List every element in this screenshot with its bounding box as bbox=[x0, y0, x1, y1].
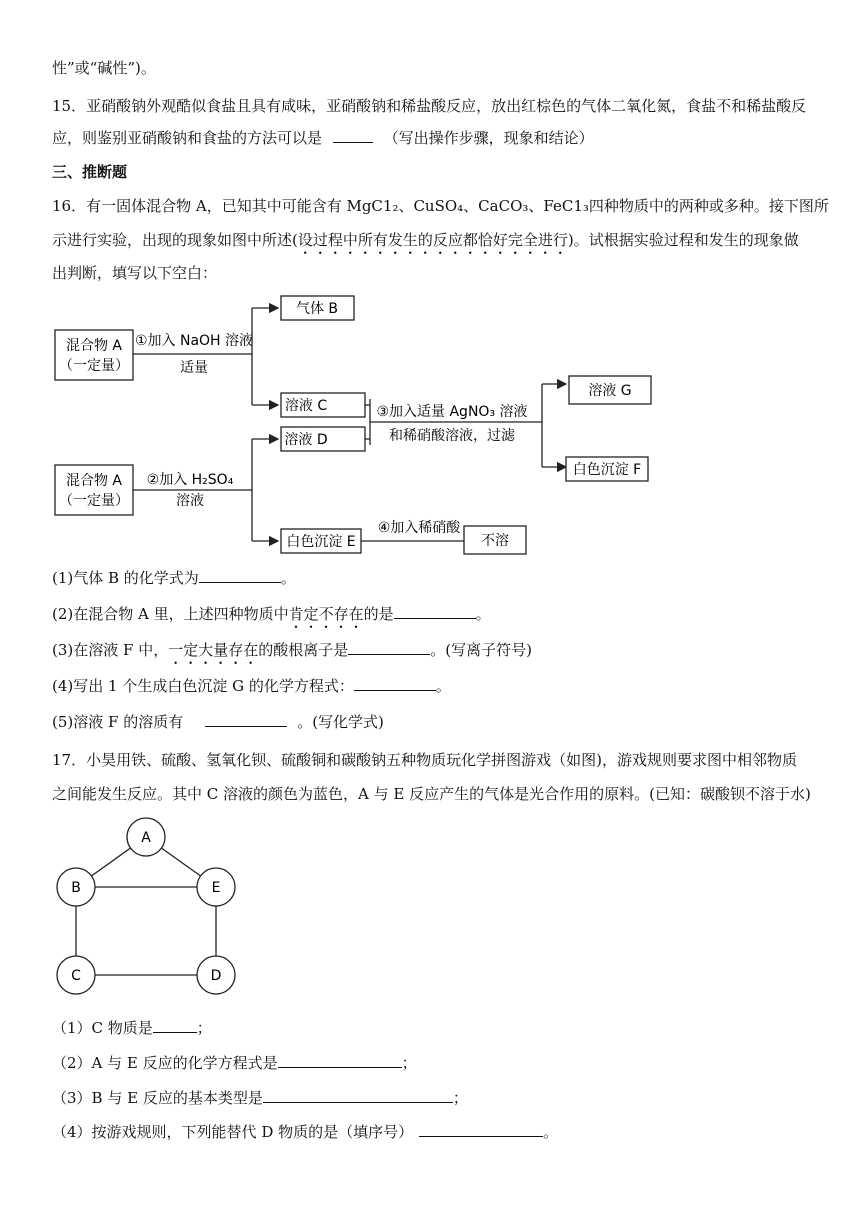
q17-4-text: （4）按游戏规则，下列能替代 D 物质的是（填序号） bbox=[52, 1123, 414, 1141]
q16-4-end: 。 bbox=[435, 677, 451, 695]
q16-2-dotted: 肯定不存在 bbox=[288, 605, 364, 623]
answer-blank-17-3[interactable] bbox=[263, 1088, 453, 1103]
question-16-line-1: 16．有一固体混合物 A，已知其中可能含有 MgC1₂、CuSO₄、CaCO₃、FeC1₃四种物质中的两种或多种。接下图所 bbox=[52, 197, 829, 215]
node-d-label: D bbox=[210, 968, 222, 984]
q16-5-text: (5)溶液 F 的溶质有 bbox=[52, 713, 184, 731]
q16-text: 示进行实验，出现的现象如图中所述( bbox=[52, 231, 298, 249]
question-17-line-1: 17．小昊用铁、硫酸、氢氧化钡、硫酸铜和碳酸钠五种物质玩化学拼图游戏（如图)，游戏规则要求图中相邻物质 bbox=[52, 751, 797, 769]
question-15-line-2 bbox=[52, 128, 594, 148]
white-precipitate-f-label: 白色沉淀 F bbox=[572, 462, 642, 478]
solution-d-label: 溶液 D bbox=[284, 432, 328, 448]
q16-2-mid: 的是 bbox=[363, 605, 394, 623]
q16-5-end: 。(写化学式) bbox=[297, 713, 384, 731]
experiment-flowchart bbox=[40, 288, 680, 560]
q17-3-text: （3）B 与 E 反应的基本类型是 bbox=[52, 1089, 263, 1107]
q16-subquestion-1 bbox=[52, 568, 296, 588]
q17-subquestion-2 bbox=[52, 1053, 417, 1073]
mixture-a-amount-1: （一定量） bbox=[59, 358, 129, 374]
q16-text-end: )。试根据实验过程和发生的现象做 bbox=[567, 231, 799, 249]
solution-g-label: 溶液 G bbox=[588, 383, 632, 399]
q17-subquestion-3 bbox=[52, 1088, 468, 1108]
q16-subquestion-5 bbox=[52, 712, 384, 732]
answer-blank-17-2[interactable] bbox=[278, 1053, 402, 1068]
node-e-label: E bbox=[211, 880, 221, 896]
q16-dotted-text: 设过程中所有发生的反应都恰好完全进行 bbox=[297, 231, 568, 249]
q16-3-dotted: 一定大量存在 bbox=[168, 641, 259, 659]
q16-1-end: 。 bbox=[280, 569, 296, 587]
answer-blank-16-2[interactable] bbox=[394, 604, 476, 619]
step-3-label: ③加入适量 AgNO₃ 溶液 bbox=[376, 404, 528, 420]
q17-4-end: 。 bbox=[543, 1123, 559, 1141]
question-16-line-3: 出判断，填写以下空白： bbox=[52, 264, 218, 282]
step-2-reagent: 溶液 bbox=[176, 493, 204, 509]
node-b-label: B bbox=[71, 880, 81, 896]
question-16-line-2 bbox=[52, 230, 799, 258]
q16-4-text: (4)写出 1 个生成白色沉淀 G 的化学方程式： bbox=[52, 677, 354, 695]
q16-3-mid: 的酸根离子是 bbox=[258, 641, 349, 659]
question-15-line-1: 15．亚硝酸钠外观酷似食盐且具有咸味，亚硝酸钠和稀盐酸反应，放出红棕色的气体二氧化氮，食盐不和稀盐酸反 bbox=[52, 97, 807, 115]
q17-2-end: ； bbox=[401, 1054, 417, 1072]
q16-3-end: 。(写离子符号) bbox=[430, 641, 532, 659]
question-17-line-2: 之间能发生反应。其中 C 溶液的颜色为蓝色，A 与 E 反应产生的气体是光合作用的原料。(已知：碳酸钡不溶于水) bbox=[52, 785, 811, 803]
answer-blank-16-1[interactable] bbox=[199, 568, 281, 583]
step-3-reagent: 和稀硝酸溶液，过滤 bbox=[389, 428, 515, 444]
q17-1-text: （1）C 物质是 bbox=[52, 1019, 153, 1037]
step-2-label: ②加入 H₂SO₄ bbox=[146, 472, 234, 488]
q15-text-end: （写出操作步骤，现象和结论） bbox=[383, 129, 594, 147]
answer-blank-17-4[interactable] bbox=[419, 1122, 543, 1137]
answer-blank-16-3[interactable] bbox=[348, 640, 430, 655]
q17-1-end: ； bbox=[196, 1019, 212, 1037]
q17-3-end: ； bbox=[452, 1089, 468, 1107]
q16-1-text: (1)气体 B 的化学式为 bbox=[52, 569, 199, 587]
mixture-a-label-1: 混合物 A bbox=[65, 338, 123, 354]
answer-blank-17-1[interactable] bbox=[153, 1018, 197, 1033]
q17-subquestion-1 bbox=[52, 1018, 212, 1038]
q16-subquestion-4 bbox=[52, 676, 451, 696]
q16-2-end: 。 bbox=[475, 605, 491, 623]
answer-blank-q15[interactable] bbox=[333, 128, 373, 143]
text-line-continuation: 性”或“碱性”)。 bbox=[52, 59, 156, 77]
white-precipitate-e-label: 白色沉淀 E bbox=[286, 534, 356, 550]
step-1-label: ①加入 NaOH 溶液 bbox=[134, 333, 254, 349]
q17-subquestion-4 bbox=[52, 1122, 558, 1142]
q17-2-text: （2）A 与 E 反应的化学方程式是 bbox=[52, 1054, 278, 1072]
q15-text: 应，则鉴别亚硝酸钠和食盐的方法可以是 bbox=[52, 129, 323, 147]
step-4-label: ④加入稀硝酸 bbox=[377, 520, 461, 536]
node-c-label: C bbox=[71, 968, 81, 984]
answer-blank-16-4[interactable] bbox=[354, 676, 436, 691]
section-heading-inference: 三、推断题 bbox=[52, 163, 128, 181]
mixture-a-amount-2: （一定量） bbox=[59, 493, 129, 509]
puzzle-diagram bbox=[50, 812, 250, 1002]
answer-blank-16-5[interactable] bbox=[205, 712, 287, 727]
q16-3-text: (3)在溶液 F 中， bbox=[52, 641, 169, 659]
mixture-a-label-2: 混合物 A bbox=[65, 473, 123, 489]
step-1-amount: 适量 bbox=[180, 360, 208, 376]
gas-b-label: 气体 B bbox=[295, 301, 339, 317]
q16-subquestion-3 bbox=[52, 640, 532, 668]
q16-2-text: (2)在混合物 A 里，上述四种物质中 bbox=[52, 605, 289, 623]
insoluble-label: 不溶 bbox=[481, 533, 509, 549]
solution-c-label: 溶液 C bbox=[284, 398, 328, 414]
q16-subquestion-2 bbox=[52, 604, 491, 632]
node-a-label: A bbox=[141, 830, 151, 846]
